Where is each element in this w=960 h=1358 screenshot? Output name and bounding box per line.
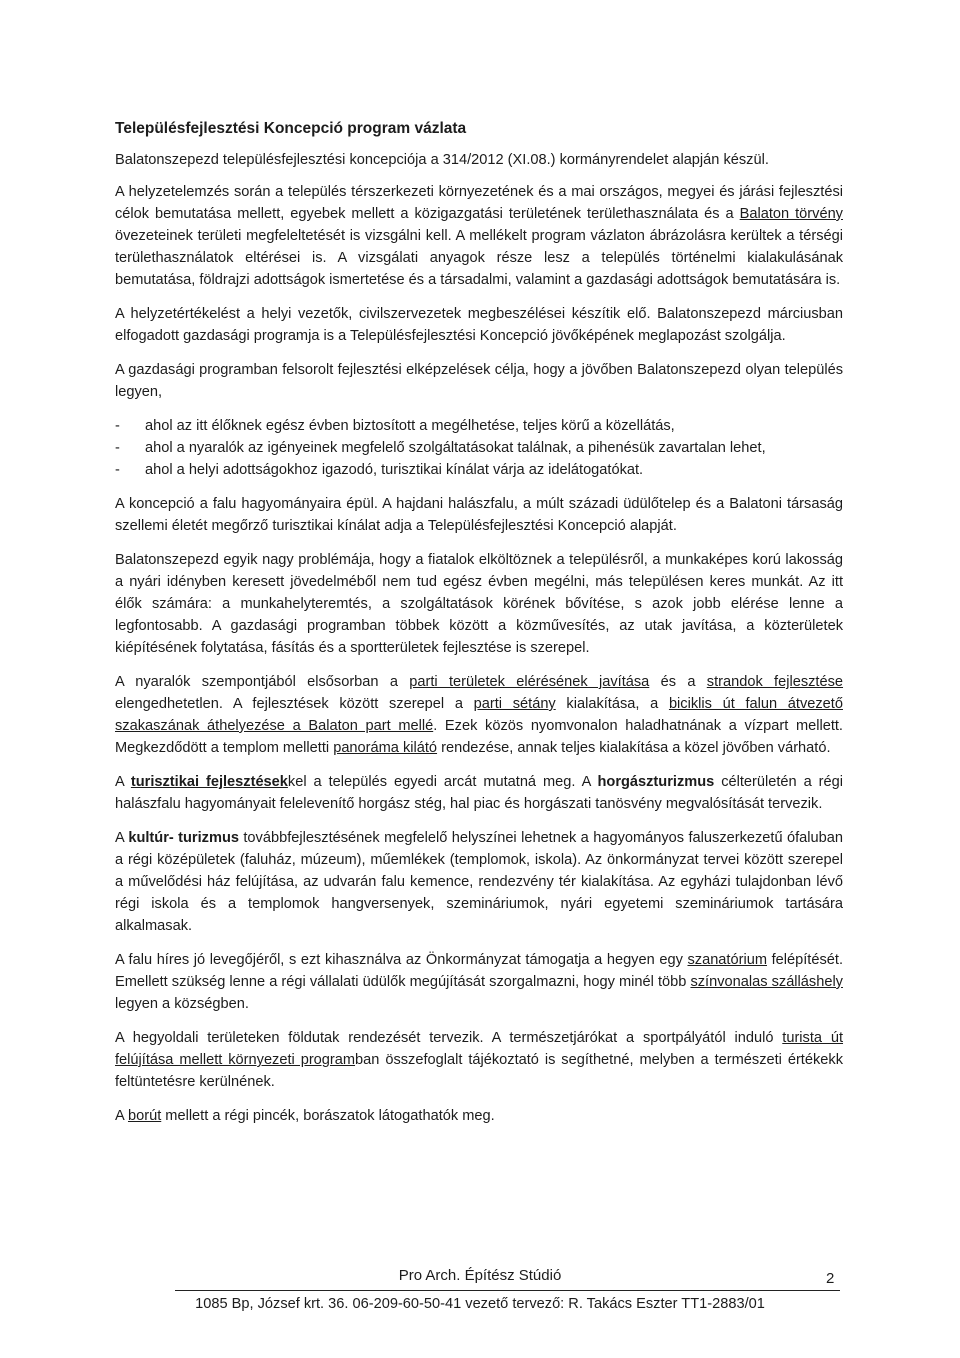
balaton-law-link: Balaton törvény xyxy=(739,206,843,222)
text-run: A nyaralók szempontjából elsősorban a xyxy=(115,674,410,690)
text-run: és a xyxy=(649,674,707,690)
text-run: A falu híres jó levegőjéről, s ezt kihasználva az Önkormányzat támogatja a hegyen egy xyxy=(115,952,688,968)
underlined-term: strandok fejlesztése xyxy=(706,674,844,690)
text-run: A xyxy=(115,1108,128,1124)
intro-paragraph: Balatonszepezd településfejlesztési koncepciója a 314/2012 (XI.08.) kormányrendelet alapján készül. xyxy=(115,152,769,168)
underlined-term: borút xyxy=(127,1108,162,1124)
text-run: övezeteinek területi megfeleltetését is vizsgálni kell. A mellékelt program vázlaton ábrázolásra kerültek a térségi területhasználatok eltérései is. A vizsgálati anyagok része lesz a település történelmi kialakulásának bemutatása, földrajzi adottságok ismertetése és a társadalmi, valamint a gazdasági adottságok bemutatására is. xyxy=(115,228,843,288)
paragraph-situation-analysis xyxy=(115,181,843,291)
paragraph-holiday-makers xyxy=(115,671,843,759)
list-item: - ahol a nyaralók az igényeinek megfelelő szolgáltatásokat találnak, a pihenésük zavartalan lehet, xyxy=(115,437,843,459)
underlined-term: parti sétány xyxy=(473,696,556,712)
paragraph-evaluation: A helyzetértékelést a helyi vezetők, civilszervezetek megbeszélései készítik elő. Balatonszepezd márciusban elfogadott gazdasági programja is a Településfejlesztési Koncepció jövőképének meglapozást szolgálja. xyxy=(115,306,843,344)
text-run: rendezése, annak teljes kialakítása a közel jövőben várható. xyxy=(437,740,831,756)
underlined-term: parti területek elérésének javítása xyxy=(409,674,650,690)
text-run: kel a település egyedi arcát mutatná meg. A xyxy=(287,774,598,790)
paragraph-concept: A koncepció a falu hagyományaira épül. A hajdani halászfalu, a múlt századi üdülőtelep és a Balatoni társaság szellemi életét megőrző turisztikai kínálat adja a Településfejlesztési Koncepció alapját. xyxy=(115,496,843,534)
underlined-term: panoráma kilátó xyxy=(333,740,438,756)
text-run: célterületén a régi halászfalu hagyományait felelevenítő horgász stég, hal piac és horgászati tanösvény megvalósítását tervezik. xyxy=(115,774,844,812)
text-run: A xyxy=(115,774,131,790)
text-run: továbbfejlesztésének megfelelő helyszínei lehetnek a hagyományos faluszerkezetű ófaluban a régi középületek (faluház, múzeum), műemlékek (templomok, iskola). Az önkormányzat tervei között szerepel a művelődési ház felújítása, az udvarán falu kemence, rendezvény tér kialakítása. Az egyházi tulajdonban lévő régi iskola és a templomok hangversenyek, szemináriumok, nyári egyetemi szemináriumok tartására alkalmasak. xyxy=(115,830,843,934)
text-run: A xyxy=(115,830,129,846)
paragraph-wine-route xyxy=(115,1105,843,1127)
text-run: ban összefoglalt tájékoztató is segíthetné, melyben a természeti értékekk feltüntetésre kerülnének. xyxy=(115,1052,843,1090)
text-run: . Ezek közös nyomvonalon haladhatnának a vízpart mellett. Megkezdődött a templom melletti xyxy=(115,718,843,756)
text-run: A hegyoldali területeken földutak rendezését tervezik. A természetjárókat a sportpályától induló xyxy=(115,1030,783,1046)
text-run: kialakítása, a xyxy=(555,696,669,712)
document-body xyxy=(115,118,843,1139)
underlined-term: biciklis út falun átvezető szakaszának áthelyezése a Balaton part mellé xyxy=(115,696,843,734)
list-item: - ahol az itt élőknek egész évben biztosított a megélhetése, teljes körű a közellátás, xyxy=(115,415,843,437)
footer-address: 1085 Bp, József krt. 36. 06-209-60-50-41 vezető tervező: R. Takács Eszter TT1-2883/01 xyxy=(195,1296,765,1312)
paragraph-hillside xyxy=(115,1027,843,1093)
underlined-term: színvonalas szálláshely xyxy=(690,974,843,990)
bold-term: kultúr- turizmus xyxy=(128,830,239,846)
paragraph-sanatorium xyxy=(115,949,843,1015)
footer-divider xyxy=(175,1290,840,1291)
footer-studio-name: Pro Arch. Építész Stúdió xyxy=(398,1267,562,1284)
document-title: Településfejlesztési Koncepció program vázlata xyxy=(115,120,467,137)
paragraph-goals: A gazdasági programban felsorolt fejlesztési elképzelések célja, hogy a jövőben Balatonszepezd olyan település legyen, xyxy=(115,362,843,400)
goals-list xyxy=(115,415,843,481)
text-run: legyen a községben. xyxy=(115,996,249,1012)
paragraph-tourism xyxy=(115,771,843,815)
text-run: mellett a régi pincék, borászatok látogathatók meg. xyxy=(161,1108,495,1124)
text-run: felépítését. Emellett szükség lenne a régi vállalati üdülők megújítását szorgalmazni, hogy minél több xyxy=(115,952,843,990)
bold-term: horgászturizmus xyxy=(597,774,715,790)
list-item: - ahol a helyi adottságokhoz igazodó, turisztikai kínálat várja az idelátogatókat. xyxy=(115,459,843,481)
underlined-term: szanatórium xyxy=(687,952,767,968)
text-run: A helyzetelemzés során a település térszerkezeti környezetének és a mai országos, megyei és járási fejlesztési célok bemutatása mellett, egyebek mellett a közigazgatási területének területhasználata és a xyxy=(115,184,843,222)
paragraph-culture-tourism xyxy=(115,827,843,937)
paragraph-problems: Balatonszepezd egyik nagy problémája, hogy a fiatalok elköltöznek a településről, a munkaképes korú lakosság a nyári idényben keresett jövedelméből nem tud egész évben megélni, más településen keres munkát. Az itt élők számára: a munkahelyteremtés, a szolgáltatások körének bővítése, s azok jobb elérése lenne a legfontosabb. A gazdasági programban többek között a közművesítés, az utak javítása, a közterületek kiépítésének folytatása, fásítás és a sportterületek fejlesztése is szerepel. xyxy=(115,552,843,656)
text-run: elengedhetetlen. A fejlesztések között szerepel a xyxy=(115,696,474,712)
page-number: 2 xyxy=(826,1270,835,1287)
underlined-term: turisztikai fejlesztések xyxy=(130,774,288,790)
underlined-term: turista út felújítása mellett környezeti program xyxy=(115,1030,844,1068)
